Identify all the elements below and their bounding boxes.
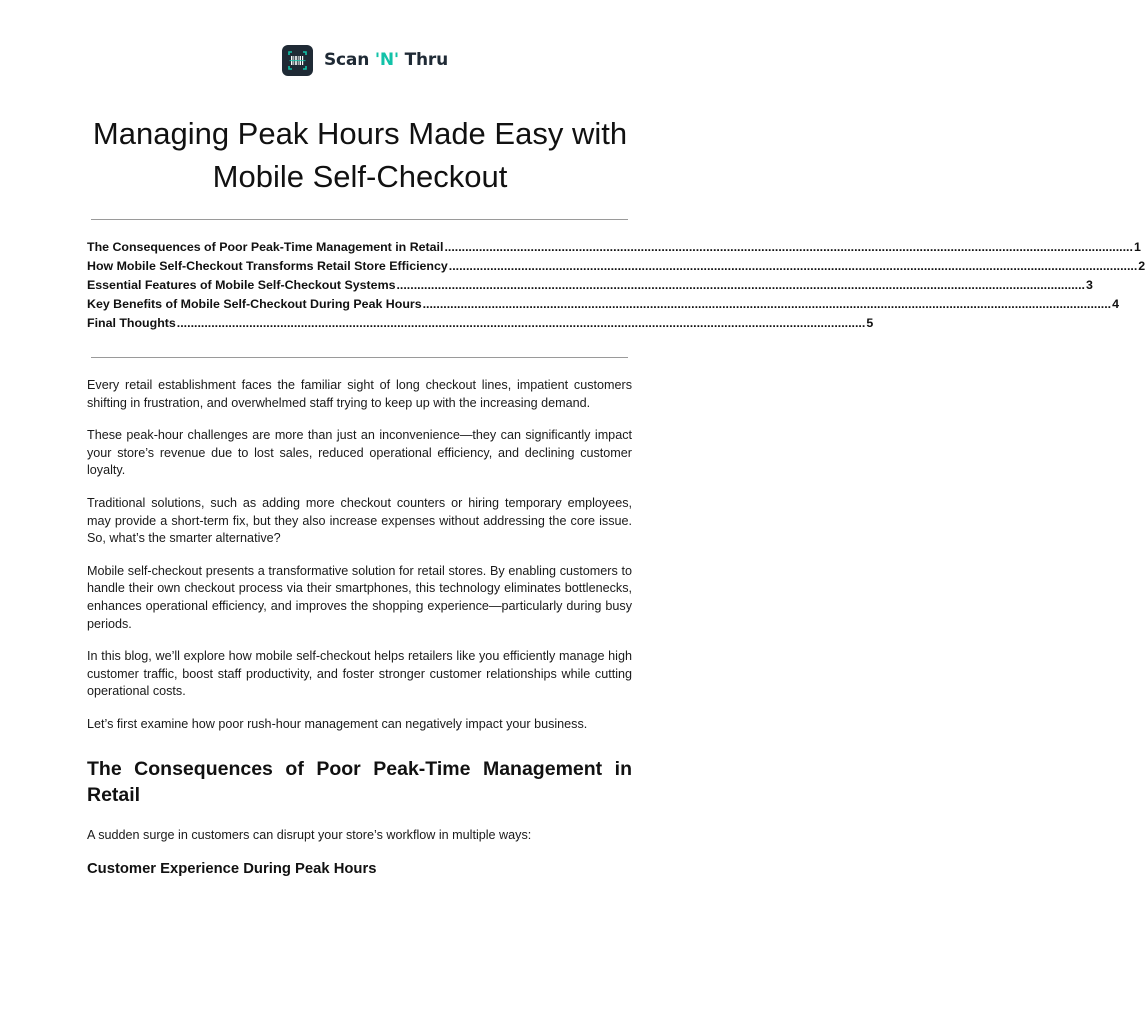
toc-entry[interactable] [87, 259, 1145, 278]
body-paragraph: Let’s first examine how poor rush-hour management can negatively impact your business. [87, 716, 588, 731]
body-paragraph: In this blog, we’ll explore how mobile self-checkout helps retailers like you efficiently manage high customer traffic, boost staff productivity, and foster stronger customer relationships while cutting operational costs. [87, 649, 632, 699]
body-paragraph: Traditional solutions, such as adding more checkout counters or hiring temporary employees, may provide a short-term fix, but they also increase expenses without addressing the core issue. So, what’s the smarter alternative? [87, 495, 632, 546]
toc-entry[interactable] [87, 278, 1093, 297]
toc-entry-label[interactable]: Key Benefits of Mobile Self-Checkout During Peak Hours [87, 297, 422, 311]
divider-bottom [91, 357, 628, 358]
body-paragraph: Every retail establishment faces the familiar sight of long checkout lines, impatient customers shifting in frustration, and overwhelmed staff trying to keep up with the increasing demand. [87, 378, 632, 410]
toc-page-number[interactable]: 5 [866, 316, 874, 330]
toc-leader-dots: ........................................................................................................................................................................................................ [448, 259, 1138, 273]
divider-top [91, 219, 628, 220]
toc-entry-label[interactable]: How Mobile Self-Checkout Transforms Retail Store Efficiency [87, 259, 448, 273]
body-paragraph: Mobile self-checkout presents a transformative solution for retail stores. By enabling customers to handle their own checkout process via their smartphones, this technology eliminates bottlenecks, enhances operational efficiency, and improves the shopping experience—particularly during busy periods. [87, 563, 632, 631]
section-heading: The Consequences of Poor Peak-Time Management in Retail [87, 757, 632, 806]
subsection-heading: Customer Experience During Peak Hours [87, 861, 377, 878]
toc-entry-label[interactable]: The Consequences of Poor Peak-Time Management in Retail [87, 240, 444, 254]
toc-page-number[interactable]: 4 [1112, 297, 1120, 311]
toc-entry[interactable] [87, 240, 1141, 259]
toc-entry[interactable] [87, 316, 874, 335]
section-intro: A sudden surge in customers can disrupt your store’s workflow in multiple ways: [87, 827, 532, 842]
toc-entry-label[interactable]: Essential Features of Mobile Self-Checkout Systems [87, 278, 396, 292]
brand-name-part1: Scan [324, 50, 370, 70]
brand-logo [282, 44, 448, 76]
toc-entry-label[interactable]: Final Thoughts [87, 316, 176, 330]
toc-page-number[interactable]: 3 [1086, 278, 1093, 292]
article-body [87, 377, 632, 879]
table-of-contents [87, 240, 1145, 335]
toc-entry[interactable] [87, 297, 1120, 316]
toc-leader-dots: ........................................................................................................................................................................................................ [396, 278, 1085, 292]
body-paragraph: These peak-hour challenges are more than just an inconvenience—they can significantly impact your store’s revenue due to lost sales, reduced operational efficiency, and declining customer loyalty. [87, 428, 632, 478]
toc-page-number[interactable]: 1 [1133, 240, 1141, 254]
barcode-scan-icon [282, 45, 313, 76]
toc-leader-dots: ........................................................................................................................................................................................................ [422, 297, 1112, 311]
toc-leader-dots: ........................................................................................................................................................................................................ [444, 240, 1133, 254]
toc-leader-dots: ........................................................................................................................................................................................................ [176, 316, 866, 330]
toc-page-number[interactable]: 2 [1138, 259, 1145, 273]
brand-name-accent: 'N' [374, 50, 399, 70]
brand-name [324, 50, 448, 70]
brand-name-part3: Thru [404, 50, 448, 70]
document-title: Managing Peak Hours Made Easy with Mobile Self-Checkout [92, 116, 628, 194]
